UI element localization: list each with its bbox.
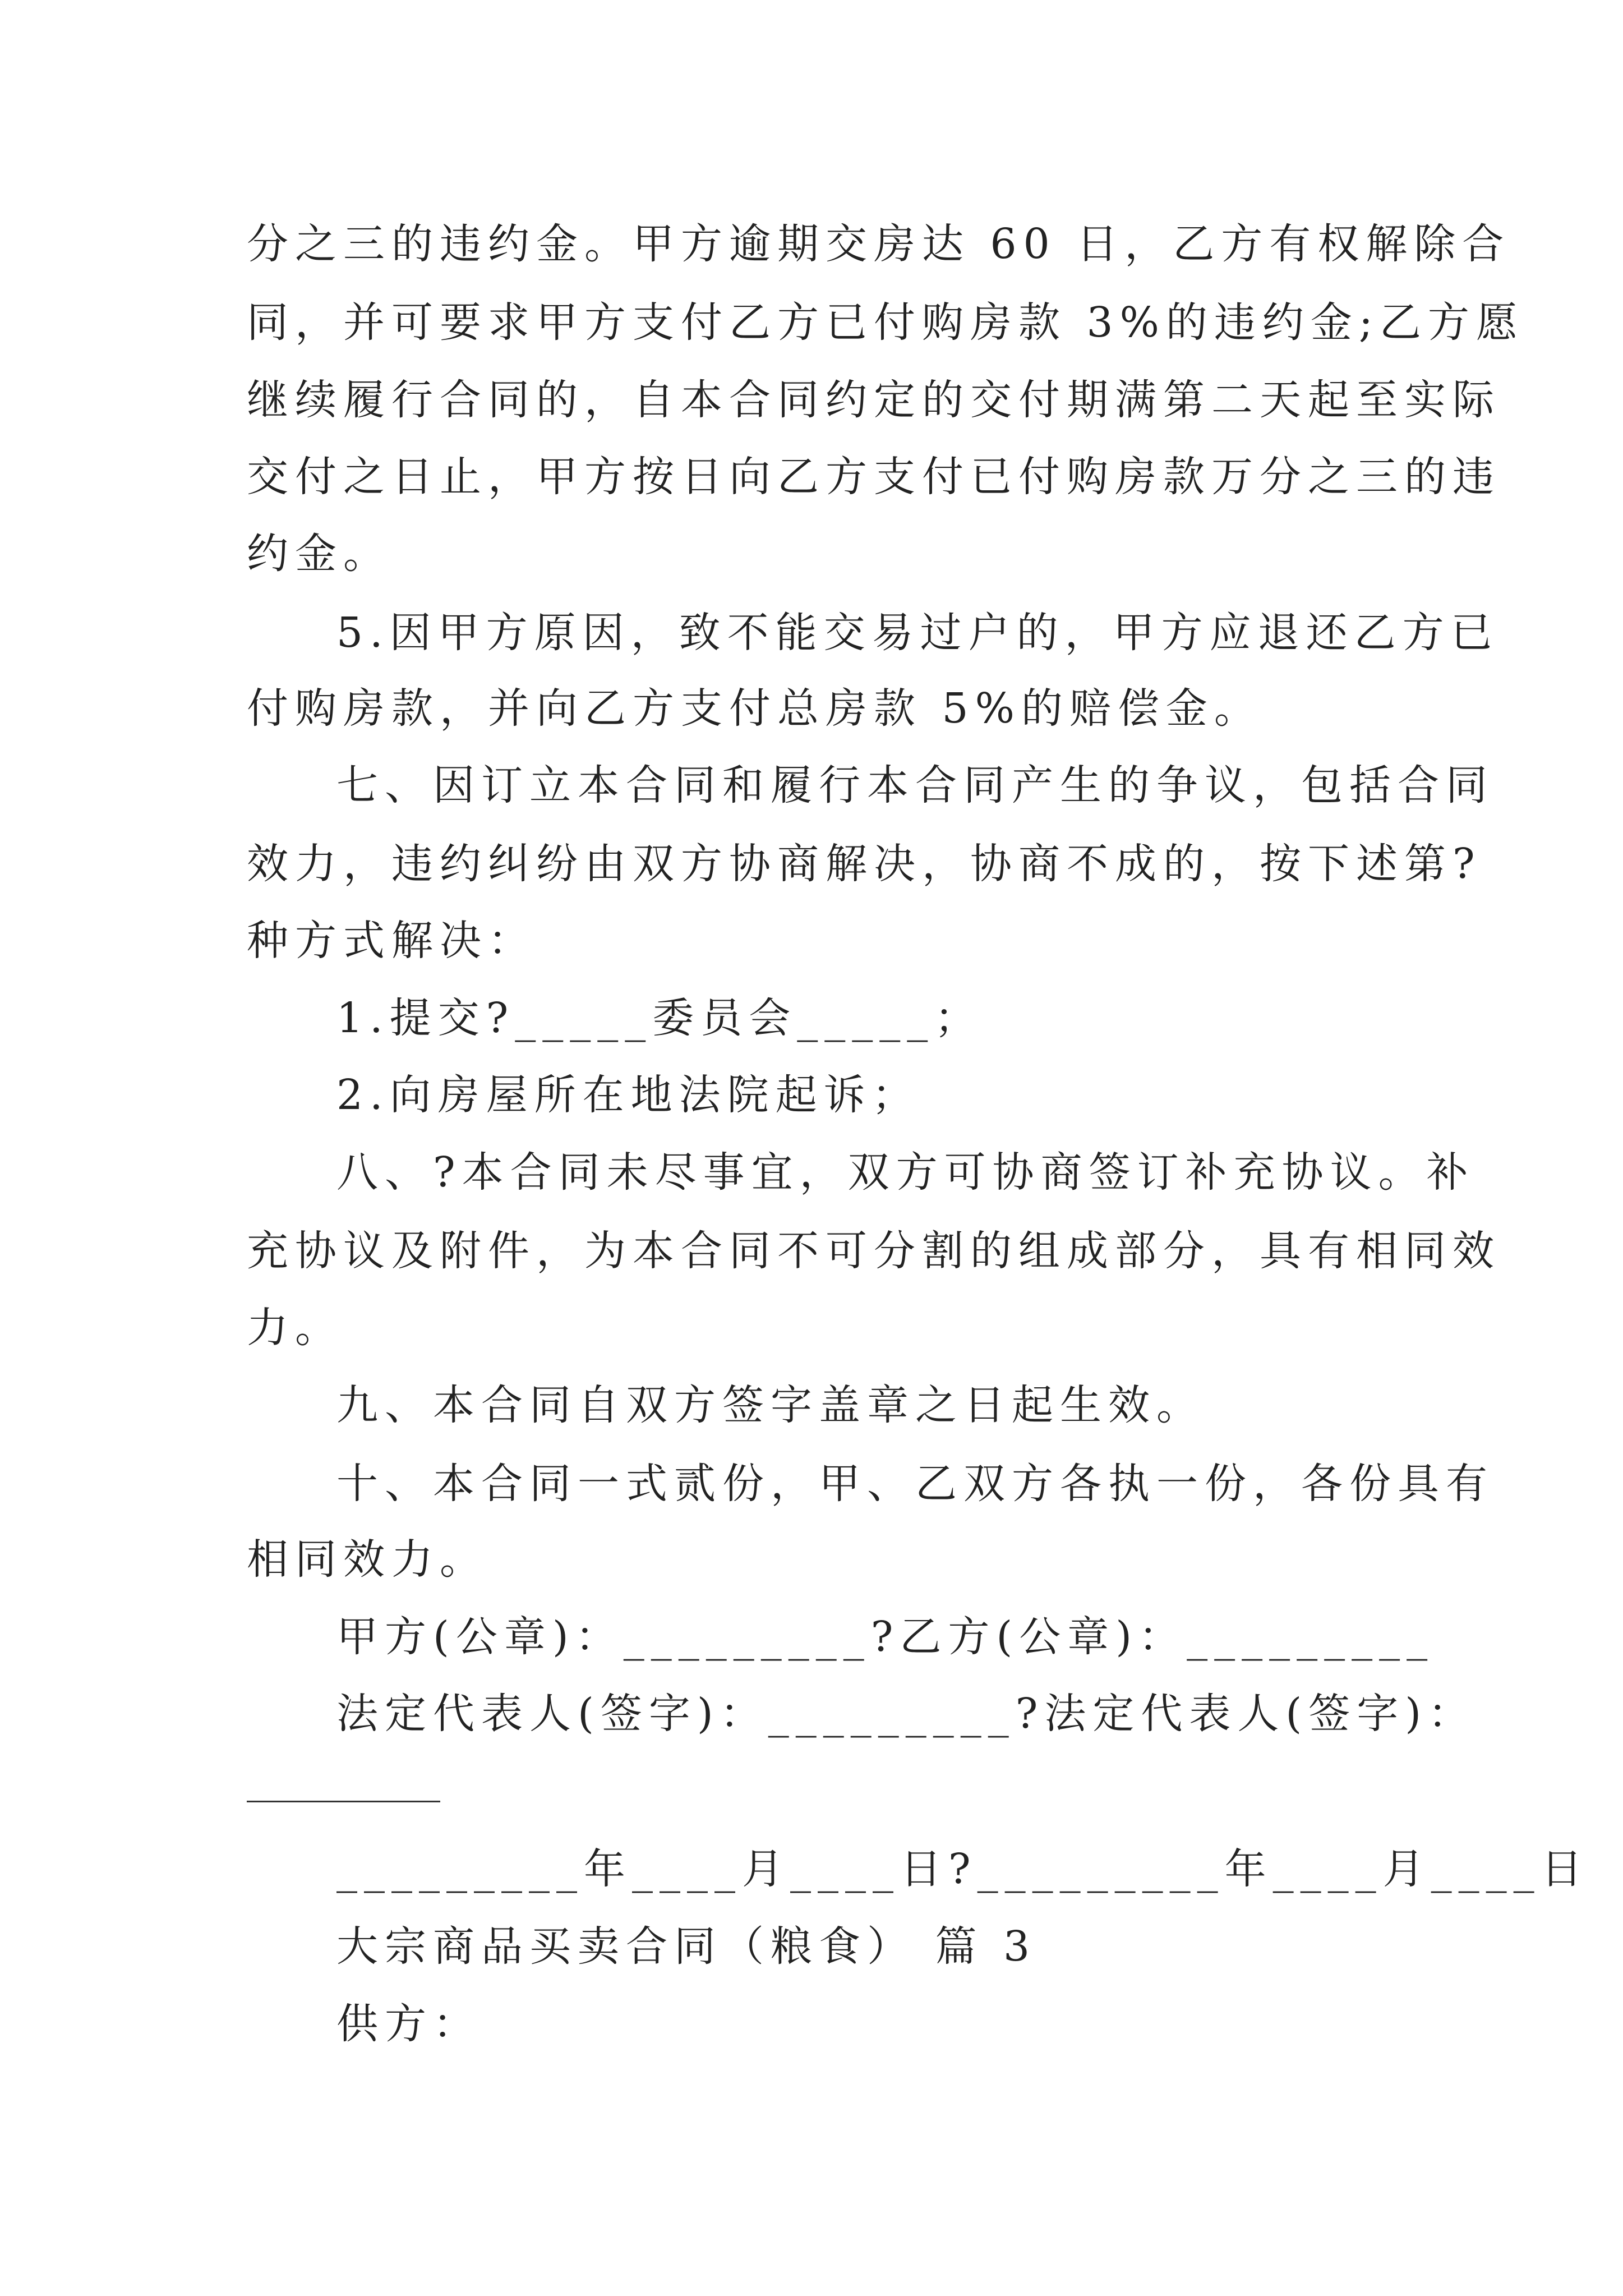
text-line: 充协议及附件，为本合同不可分割的组成部分，具有相同效 (247, 1227, 1501, 1275)
signature-blank-rule (247, 1801, 440, 1802)
text-line: 分之三的违约金。甲方逾期交房达 60 日，乙方有权解除合 (247, 220, 1511, 268)
text-line: 付购房款，并向乙方支付总房款 5%的赔偿金。 (247, 684, 1262, 733)
date-line: _________年____月____日?_________年____月____日 (336, 1845, 1589, 1893)
paragraph-start-line: 七、因订立本合同和履行本合同产生的争议，包括合同 (336, 761, 1494, 809)
signature-line-party: 甲方(公章)：_________?乙方(公章)：_________ (336, 1613, 1435, 1661)
text-line: 同，并可要求甲方支付乙方已付购房款 3%的违约金;乙方愿 (247, 298, 1524, 347)
text-line: 继续履行合同的，自本合同约定的交付期满第二天起至实际 (247, 376, 1501, 424)
signature-line-representative: 法定代表人(签字)：_________?法定代表人(签字)： (336, 1690, 1477, 1738)
paragraph-start-line: 九、本合同自双方签字盖章之日起生效。 (336, 1381, 1205, 1429)
text-line: 相同效力。 (247, 1535, 488, 1584)
text-line: 种方式解决： (247, 917, 536, 965)
text-line: 力。 (247, 1304, 343, 1352)
section-heading: 大宗商品买卖合同（粮食） 篇 3 (336, 1922, 1037, 1971)
text-line: 交付之日止，甲方按日向乙方支付已付购房款万分之三的违 (247, 453, 1501, 501)
paragraph-start-line: 2.向房屋所在地法院起诉； (336, 1071, 920, 1119)
paragraph-start-line: 八、?本合同未尽事宜，双方可协商签订补充协议。补 (336, 1148, 1475, 1197)
paragraph-start-line: 5.因甲方原因，致不能交易过户的，甲方应退还乙方已 (336, 609, 1499, 657)
supplier-label: 供方： (336, 2000, 481, 2048)
paragraph-start-line: 十、本合同一式贰份，甲、乙双方各执一份，各份具有 (336, 1460, 1494, 1508)
text-line: 约金。 (247, 530, 391, 578)
text-line: 效力，违约纠纷由双方协商解决，协商不成的，按下述第? (247, 840, 1482, 888)
paragraph-start-line: 1.提交?_____委员会_____； (336, 994, 983, 1042)
